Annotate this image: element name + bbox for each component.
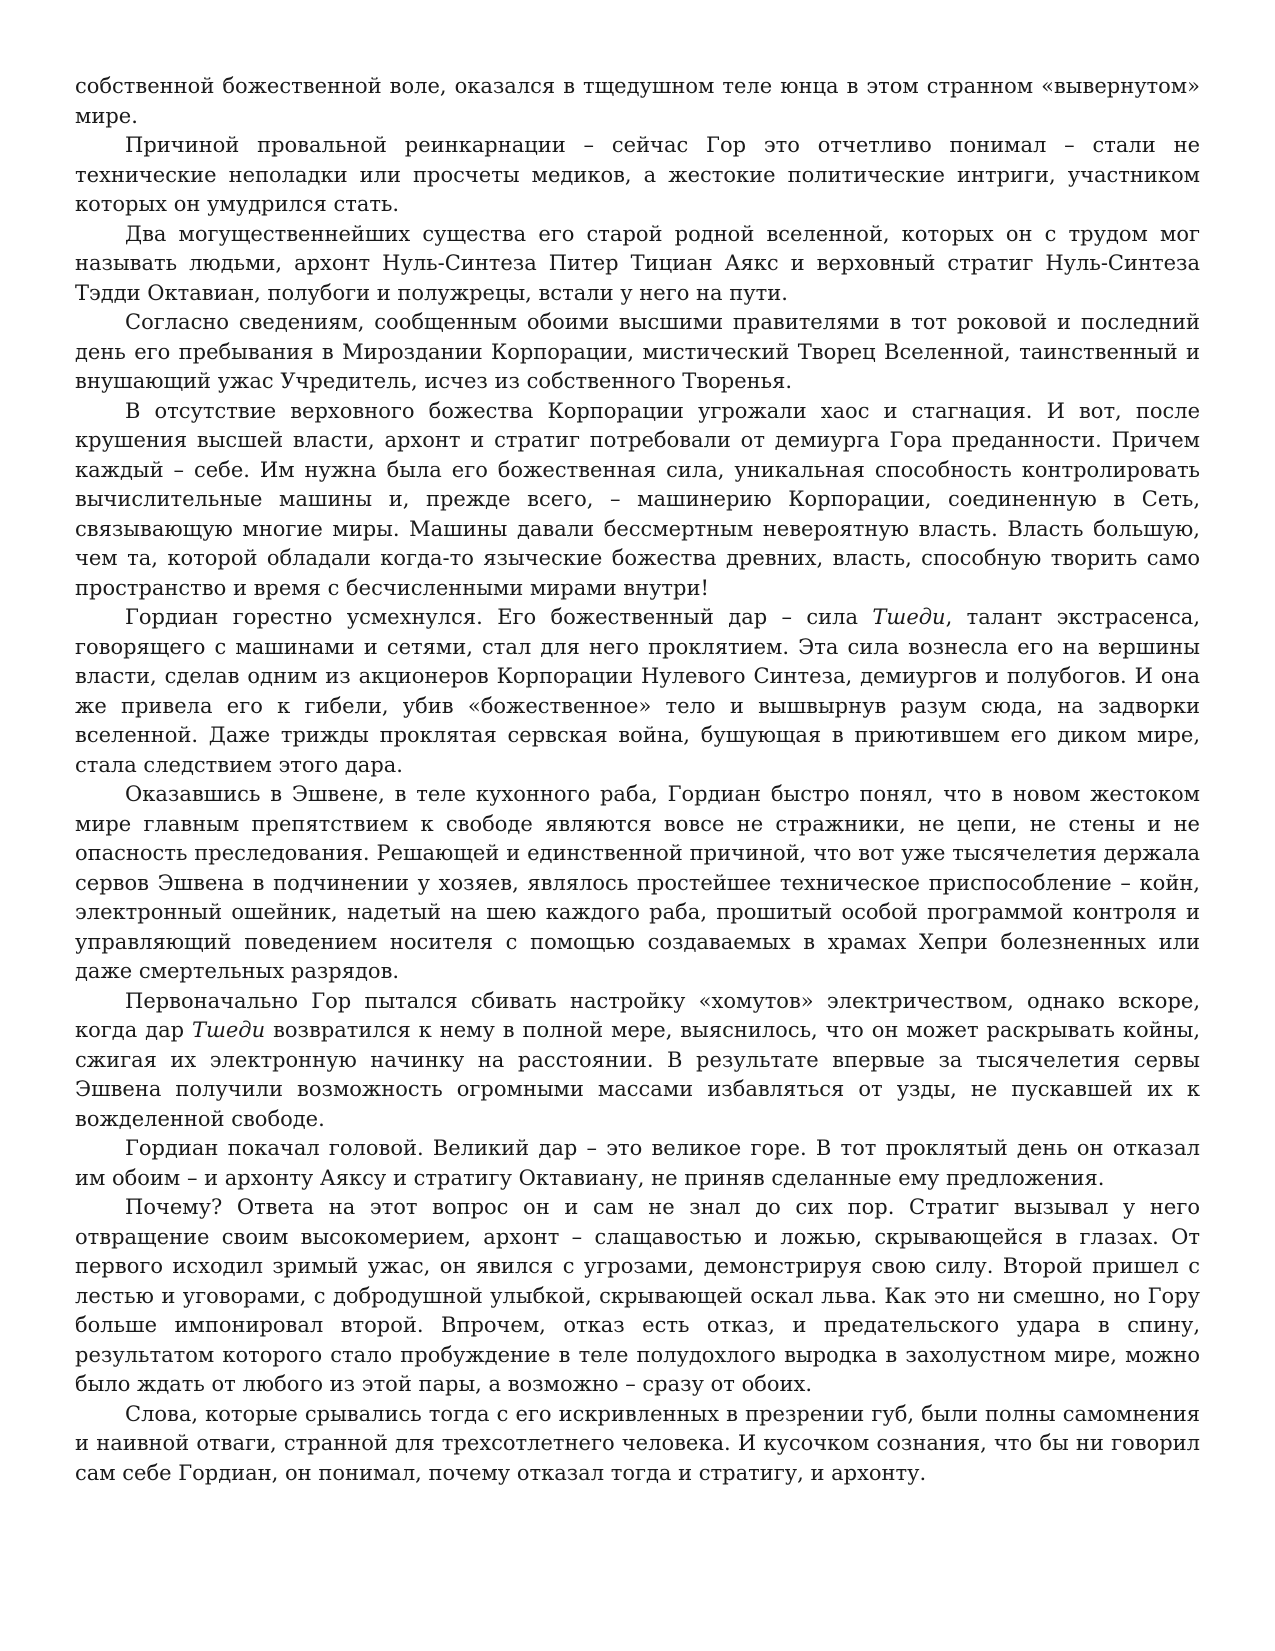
paragraph-text: Гордиан горестно усмехнулся. Его божественный дар – сила [125, 605, 873, 629]
paragraph-text: Почему? Ответа на этот вопрос он и сам не знал до сих пор. Стратиг вызывал у него отвращение своим высокомерием, архонт – слащавостью и ложью, скрывающейся в глазах. От первого исходил зримый ужас, он явился с угрозами, демонстрируя свою силу. Второй пришел с лестью и уговорами, с добродушной улыбкой, скрывающей оскал льва. Как это ни смешно, но Гору больше импонировал второй. Впрочем, отказ есть отказ, и предательского удара в спину, результатом которого стало пробуждение в теле полудохлого выродка в захолустном мире, можно было ждать от любого из этой пары, а возможно – сразу от обоих. [75, 1195, 1200, 1396]
paragraph-text: Согласно сведениям, сообщенным обоими высшими правителями в тот роковой и последний день его пребывания в Мироздании Корпорации, мистический Творец Вселенной, таинственный и внушающий ужас Учредитель, исчез из собственного Творенья. [75, 310, 1200, 393]
document-page [75, 72, 1200, 1488]
body-paragraph [75, 1134, 1200, 1193]
paragraph-text: Слова, которые срывались тогда с его искривленных в презрении губ, были полны самомнения и наивной отваги, странной для трехсотлетнего человека. И кусочком сознания, что бы ни говорил сам себе Гордиан, он понимал, почему отказал тогда и стратигу, и архонту. [75, 1401, 1200, 1485]
paragraph-text: , талант экстрасенса, говорящего с машинами и сетями, стал для него проклятием. Эта сила вознесла его на вершины власти, сделав одним из акционеров Корпорации Нулевого Синтеза, демиургов и полубогов. И она же привела его к гибели, убив «божественное» тело и вышвырнув разум сюда, на задворки вселенной. Даже трижды проклятая сервская война, бушующая в приютившем его диком мире, стала следствием этого дара. [75, 605, 1200, 777]
body-paragraph [75, 397, 1200, 604]
body-paragraph [75, 220, 1200, 309]
body-paragraph [75, 603, 1200, 780]
body-paragraph [75, 987, 1200, 1135]
paragraph-text: В отсутствие верховного божества Корпорации угрожали хаос и стагнация. И вот, после крушения высшей власти, архонт и стратиг потребовали от демиурга Гора преданности. Причем каждый – себе. Им нужна была его божественная сила, уникальная способность контролировать вычислительные машины и, прежде всего, – машинерию Корпорации, соединенную в Сеть, связывающую многие миры. Машины давали бессмертным невероятную власть. Власть большую, чем та, которой обладали когда-то языческие божества древних, власть, способную творить само пространство и время с бесчисленными мирами внутри! [75, 398, 1200, 600]
body-paragraph [75, 1400, 1200, 1489]
paragraph-text: Два могущественнейших существа его старой родной вселенной, которых он с трудом мог называть людьми, архонт Нуль-Синтеза Питер Тициан Аякс и верховный стратиг Нуль-Синтеза Тэдди Октавиан, полубоги и полужрецы, встали у него на пути. [75, 221, 1200, 305]
body-paragraph [75, 308, 1200, 397]
paragraph-text: Гордиан покачал головой. Великий дар – это великое горе. В тот проклятый день он отказал им обоим – и архонту Аяксу и стратигу Октавиану, не приняв сделанные ему предложения. [75, 1136, 1200, 1190]
italic-term: Тшеди [191, 1018, 266, 1042]
paragraph-text: Оказавшись в Эшвене, в теле кухонного раба, Гордиан быстро понял, что в новом жестоком мире главным препятствием к свободе являются вовсе не стражники, не цепи, не стены и не опасность преследования. Решающей и единственной причиной, что вот уже тысячелетия держала сервов Эшвена в подчинении у хозяев, являлось простейшее техническое приспособление – койн, электронный ошейник, надетый на шею каждого раба, прошитый особой программой контроля и управляющий поведением носителя с помощью создаваемых в храмах Хепри болезненных или даже смертельных разрядов. [75, 782, 1200, 983]
italic-term: Тшеди [872, 605, 946, 629]
paragraph-text: Первоначально Гор пытался сбивать настройку «хомутов» электричеством, однако вскоре, когда дар [75, 988, 1200, 1042]
body-paragraph [75, 72, 1200, 131]
body-paragraph [75, 780, 1200, 987]
body-paragraph [75, 131, 1200, 220]
paragraph-text: собственной божественной воле, оказался в тщедушном теле юнца в этом странном «вывернутом» мире. [75, 74, 1200, 128]
body-paragraph [75, 1193, 1200, 1400]
paragraph-text: Причиной провальной реинкарнации – сейчас Гор это отчетливо понимал – стали не технические неполадки или просчеты медиков, а жестокие политические интриги, участником которых он умудрился стать. [75, 133, 1200, 216]
paragraph-text: возвратился к нему в полной мере, выяснилось, что он может раскрывать койны, сжигая их электронную начинку на расстоянии. В результате впервые за тысячелетия сервы Эшвена получили возможность огромными массами избавляться от узды, не пускавшей их к вожделенной свободе. [75, 1018, 1201, 1131]
